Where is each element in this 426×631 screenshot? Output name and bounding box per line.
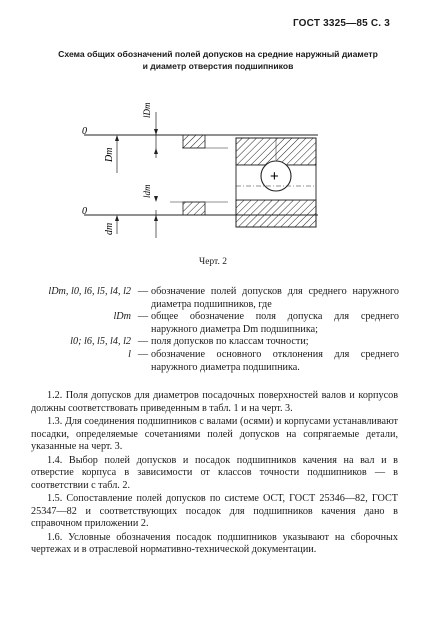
legend-row [31, 349, 399, 374]
legend-row [31, 336, 399, 349]
ldm-label: lDm [142, 102, 152, 118]
legend-dash: — [137, 348, 149, 360]
figure-title-line-2: и диаметр отверстия подшипников [142, 61, 294, 71]
dm-inner-label: dm [104, 222, 115, 235]
inner-tolerance-field [183, 202, 205, 215]
figure-title-line-1: Схема общих обозначений полей допусков на средние наружный диаметр [58, 49, 378, 59]
figure-title [40, 48, 396, 72]
figure-caption: Черт. 2 [199, 257, 227, 267]
paragraph-1-3: 1.3. Для соединения подшипников с валами (осями) и корпусами устанавливают посадки, определяемые сочетаниями полей допусков на сопрягаемые детали, указанные на черт. 3. [31, 416, 398, 452]
bearing-diagram-svg [70, 98, 360, 248]
legend-description: обозначение основного отклонения для среднего наружного диаметра подшипника. [151, 348, 399, 373]
legend-row [31, 286, 399, 311]
paragraph-1-4: 1.4. Выбор полей допусков и посадок подшипников качения на вал и в отверстие корпуса в зависимости от классов точности подшипников — в соответствии с табл. 2. [31, 454, 398, 491]
legend-dash: — [137, 286, 149, 297]
legend-description: обозначение полей допусков для среднего наружного диаметра подшипников, где [151, 286, 399, 310]
legend-row [31, 311, 399, 336]
legend-symbol: lDm, l0, l6, l5, l4, l2 [48, 286, 131, 297]
legend-description: поля допусков по классам точности; [151, 336, 309, 348]
page-header: ГОСТ 3325—85 С. 3 [292, 18, 390, 29]
legend-description: общее обозначение поля допуска для среднего наружного диаметра Dm подшипника; [151, 311, 399, 335]
ldm-inner-label: ldm [142, 184, 152, 198]
bearing-section [236, 138, 316, 227]
paragraph-1-2: 1.2. Поля допусков для диаметров посадочных поверхностей валов и корпусов должны соответствовать приведенным в табл. 1 и на черт. 3. [31, 390, 398, 414]
paragraph-1-5: 1.5. Сопоставление полей допусков по системе ОСТ, ГОСТ 25346—82, ГОСТ 25347—82 и соответствующих посадок для подшипников качения дано в справочном приложении 2. [31, 493, 398, 529]
zero-label-top: 0 [82, 126, 87, 137]
body-text [31, 390, 398, 558]
plus-sign: + [270, 168, 279, 185]
bearing-tolerance-diagram [70, 98, 360, 248]
zero-label-bottom: 0 [82, 206, 87, 217]
paragraph-1-6: 1.6. Условные обозначения посадок подшипников указывают на сборочных чертежах и в отраслевой нормативно-технической документации. [31, 531, 398, 555]
inner-ring [236, 200, 316, 227]
outer-tolerance-field [183, 135, 205, 148]
legend [31, 286, 399, 374]
legend-dash: — [137, 336, 149, 348]
dm-outer-label: Dm [104, 147, 115, 162]
legend-dash: — [137, 311, 149, 323]
legend-symbol: lDm [113, 311, 131, 323]
legend-symbol: l0; l6, l5, l4, l2 [70, 336, 131, 348]
legend-symbol: l [128, 348, 131, 360]
